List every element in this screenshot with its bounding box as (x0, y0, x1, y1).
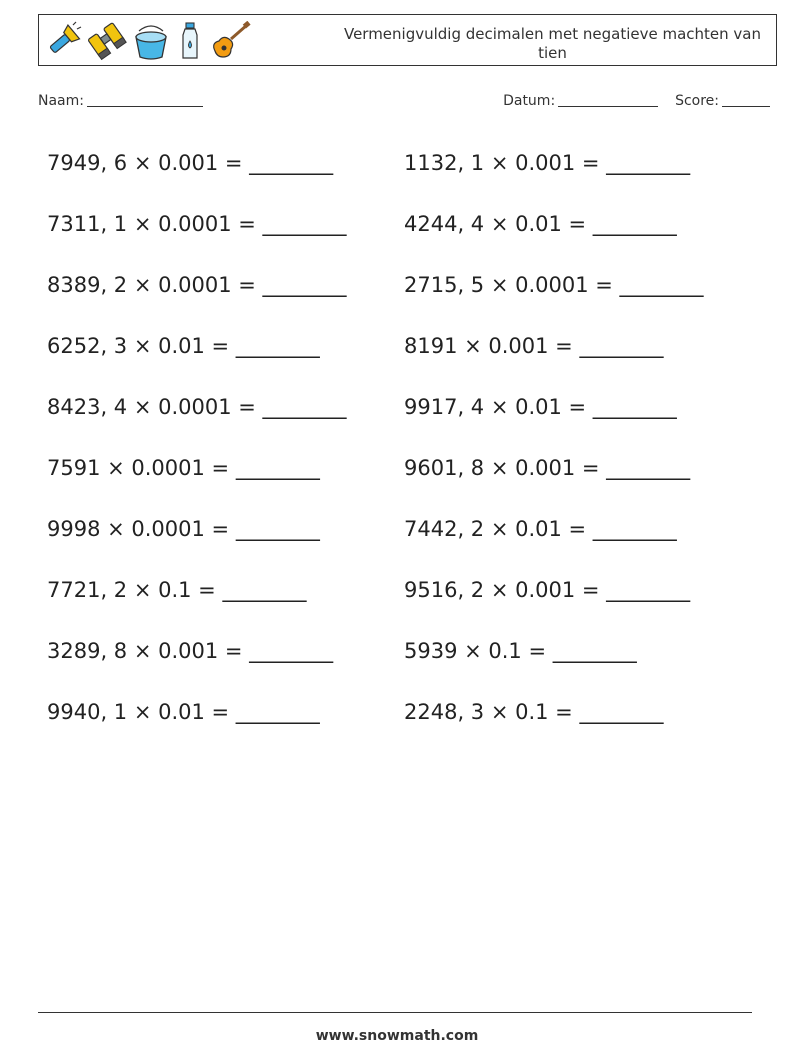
water-bottle-icon (175, 21, 205, 61)
guitar-icon (209, 21, 253, 61)
problem-item: 9516, 2 × 0.001 = ________ (404, 578, 691, 602)
problem-item: 2715, 5 × 0.0001 = ________ (404, 273, 704, 297)
score-blank (722, 106, 770, 107)
problem-item: 1132, 1 × 0.001 = ________ (404, 151, 691, 175)
problem-item: 7442, 2 × 0.01 = ________ (404, 517, 677, 541)
problem-item: 2248, 3 × 0.1 = ________ (404, 700, 664, 724)
problem-row (47, 689, 767, 750)
problem-item: 4244, 4 × 0.01 = ________ (404, 212, 677, 236)
name-blank (87, 106, 203, 107)
problem-item: 9940, 1 × 0.01 = ________ (47, 700, 320, 724)
problem-item: 7311, 1 × 0.0001 = ________ (47, 212, 347, 236)
problem-item: 8191 × 0.001 = ________ (404, 334, 664, 358)
problem-item: 8389, 2 × 0.0001 = ________ (47, 273, 347, 297)
problem-item: 9601, 8 × 0.001 = ________ (404, 456, 691, 480)
problem-row (47, 384, 767, 445)
flashlight-icon (43, 21, 83, 61)
worksheet-header (38, 14, 777, 66)
binoculars-icon (87, 21, 127, 61)
score-label: Score: (675, 93, 719, 109)
problem-item: 9917, 4 × 0.01 = ________ (404, 395, 677, 419)
problem-row (47, 445, 767, 506)
problem-item: 6252, 3 × 0.01 = ________ (47, 334, 320, 358)
footer-url: www.snowmath.com (315, 1028, 479, 1044)
header-icons (43, 19, 253, 63)
problem-row (47, 201, 767, 262)
worksheet-title: Vermenigvuldig decimalen met negatieve machten van tien (343, 25, 762, 62)
problem-row (47, 262, 767, 323)
bucket-icon (131, 21, 171, 61)
name-label: Naam: (38, 93, 84, 109)
date-blank (558, 106, 658, 107)
problem-grid (47, 140, 767, 750)
problem-row (47, 628, 767, 689)
name-field (38, 93, 203, 109)
problem-item: 7949, 6 × 0.001 = ________ (47, 151, 334, 175)
problem-item: 9998 × 0.0001 = ________ (47, 517, 320, 541)
problem-item: 7721, 2 × 0.1 = ________ (47, 578, 307, 602)
problem-item: 8423, 4 × 0.0001 = ________ (47, 395, 347, 419)
problem-row (47, 323, 767, 384)
date-score-fields (503, 93, 770, 109)
problem-item: 5939 × 0.1 = ________ (404, 639, 637, 663)
footer-divider (38, 1012, 752, 1013)
problem-row (47, 140, 767, 201)
problem-row (47, 506, 767, 567)
problem-item: 7591 × 0.0001 = ________ (47, 456, 320, 480)
problem-row (47, 567, 767, 628)
problem-item: 3289, 8 × 0.001 = ________ (47, 639, 334, 663)
date-label: Datum: (503, 93, 556, 109)
